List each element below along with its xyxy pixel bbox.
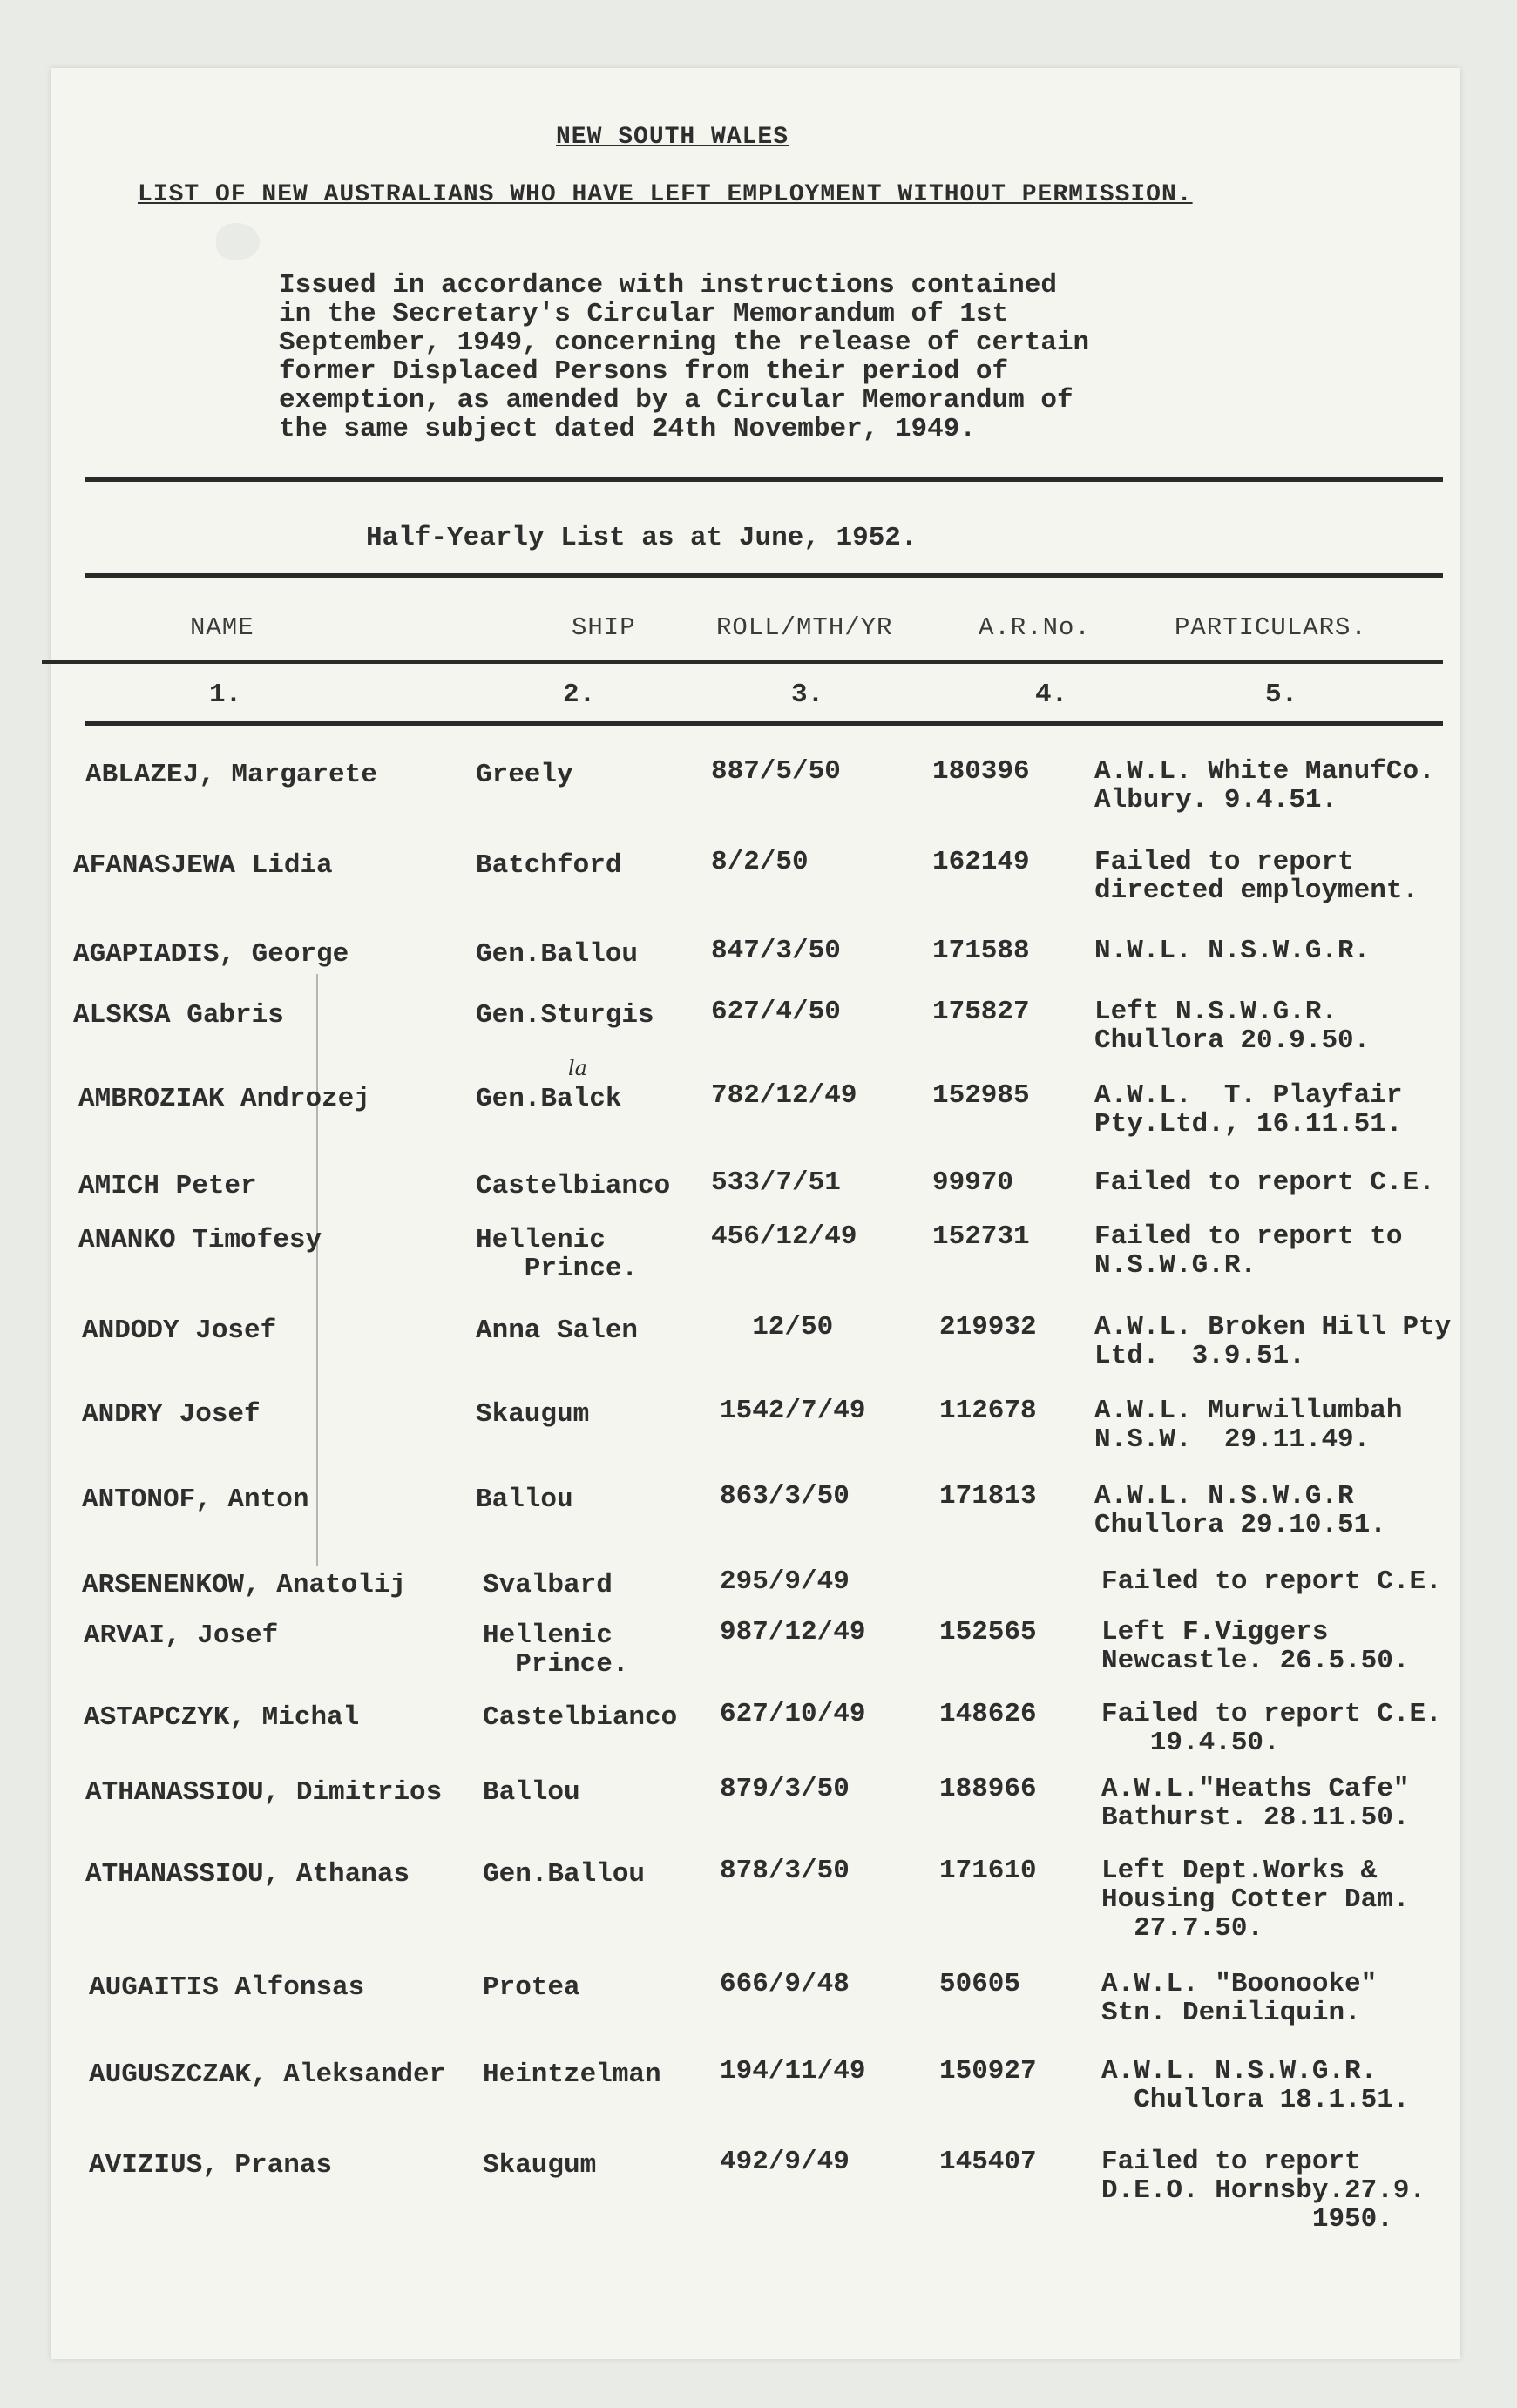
col-header-roll: ROLL/MTH/YR bbox=[716, 613, 893, 642]
state-heading: NEW SOUTH WALES bbox=[556, 124, 789, 151]
cell-ar-number: 171813 bbox=[939, 1481, 1037, 1512]
cell-name: AGAPIADIS, George bbox=[73, 939, 349, 970]
cell-particulars: A.W.L."Heaths Cafe" bbox=[1101, 1774, 1410, 1804]
cell-particulars: D.E.O. Hornsby.27.9. bbox=[1101, 2175, 1426, 2206]
cell-ar-number: 188966 bbox=[939, 1774, 1037, 1804]
cell-ship: Hellenic bbox=[476, 1225, 606, 1255]
cell-roll: 194/11/49 bbox=[720, 2056, 866, 2087]
cell-ship: Gen.Ballou bbox=[483, 1859, 646, 1890]
cell-ship: Ballou bbox=[476, 1485, 573, 1515]
cell-ar-number: 152565 bbox=[939, 1617, 1037, 1647]
cell-ship: Castelbianco bbox=[483, 1702, 678, 1733]
cell-ar-number: 148626 bbox=[939, 1699, 1037, 1729]
cell-ship: Skaugum bbox=[476, 1399, 590, 1430]
cell-particulars: A.W.L. T. Playfair bbox=[1094, 1080, 1403, 1111]
cell-particulars: Chullora 29.10.51. bbox=[1094, 1510, 1386, 1540]
cell-particulars: N.S.W. 29.11.49. bbox=[1094, 1424, 1371, 1455]
cell-roll: 12/50 bbox=[720, 1312, 834, 1343]
cell-name: ABLAZEJ, Margarete bbox=[85, 760, 377, 790]
cell-particulars: A.W.L. N.S.W.G.R. bbox=[1101, 2056, 1378, 2087]
cell-particulars: A.W.L. White ManufCo. bbox=[1094, 756, 1435, 787]
cell-ar-number: 152985 bbox=[932, 1080, 1030, 1111]
cell-ship: Protea bbox=[483, 1972, 580, 2003]
cell-particulars: N.W.L. N.S.W.G.R. bbox=[1094, 936, 1371, 966]
cell-name: AFANASJEWA Lidia bbox=[73, 850, 333, 881]
cell-particulars: 19.4.50. bbox=[1101, 1728, 1280, 1758]
cell-ar-number: 50605 bbox=[939, 1969, 1021, 1999]
col-header-name: NAME bbox=[190, 613, 254, 642]
cell-ship: Gen.Sturgis bbox=[476, 1000, 654, 1031]
cell-particulars: Failed to report bbox=[1101, 2147, 1361, 2177]
punch-hole bbox=[216, 223, 260, 260]
divider bbox=[85, 573, 1443, 578]
cell-name: ATHANASSIOU, Dimitrios bbox=[85, 1777, 443, 1808]
cell-name: ARSENENKOW, Anatolij bbox=[82, 1570, 407, 1600]
cell-particulars: Left N.S.W.G.R. bbox=[1094, 997, 1338, 1027]
cell-name: AUGAITIS Alfonsas bbox=[89, 1972, 365, 2003]
col-number: 4. bbox=[1035, 680, 1068, 710]
cell-ship: Gen.Ballou bbox=[476, 939, 639, 970]
cell-name: AUGUSZCZAK, Aleksander bbox=[89, 2060, 446, 2090]
cell-roll: 878/3/50 bbox=[720, 1856, 850, 1886]
cell-ship: Skaugum bbox=[483, 2150, 597, 2181]
cell-ship: Batchford bbox=[476, 850, 622, 881]
cell-particulars: Ltd. 3.9.51. bbox=[1094, 1341, 1305, 1371]
cell-ar-number: 112678 bbox=[939, 1396, 1037, 1426]
cell-ship: Prince. bbox=[483, 1649, 629, 1680]
cell-particulars: Stn. Deniliquin. bbox=[1101, 1998, 1361, 2028]
cell-ship: Hellenic bbox=[483, 1620, 613, 1651]
cell-particulars: A.W.L. "Boonooke" bbox=[1101, 1969, 1378, 1999]
cell-ar-number: 145407 bbox=[939, 2147, 1037, 2177]
divider bbox=[85, 477, 1443, 482]
divider bbox=[85, 721, 1443, 726]
cell-particulars: A.W.L. Broken Hill Pty bbox=[1094, 1312, 1452, 1343]
cell-roll: 863/3/50 bbox=[720, 1481, 850, 1512]
cell-ar-number: 219932 bbox=[939, 1312, 1037, 1343]
intro-line: the same subject dated 24th November, 1949. bbox=[279, 414, 976, 444]
cell-ar-number: 171610 bbox=[939, 1856, 1037, 1886]
cell-roll: 492/9/49 bbox=[720, 2147, 850, 2177]
cell-ar-number: 162149 bbox=[932, 847, 1030, 877]
intro-line: Issued in accordance with instructions contained bbox=[279, 270, 1057, 301]
cell-ar-number: 171588 bbox=[932, 936, 1030, 966]
intro-line: in the Secretary's Circular Memorandum of 1st bbox=[279, 299, 1009, 329]
cell-particulars: Failed to report C.E. bbox=[1094, 1167, 1435, 1198]
document-page bbox=[51, 68, 1460, 2359]
handwritten-annotation: la bbox=[568, 1056, 587, 1080]
cell-ship: Gen.Balck bbox=[476, 1084, 622, 1114]
cell-particulars: Albury. 9.4.51. bbox=[1094, 785, 1338, 815]
cell-name: ARVAI, Josef bbox=[84, 1620, 279, 1651]
cell-roll: 887/5/50 bbox=[711, 756, 841, 787]
cell-name: ALSKSA Gabris bbox=[73, 1000, 284, 1031]
cell-roll: 1542/7/49 bbox=[720, 1396, 866, 1426]
cell-particulars: A.W.L. N.S.W.G.R bbox=[1094, 1481, 1354, 1512]
cell-particulars: A.W.L. Murwillumbah bbox=[1094, 1396, 1403, 1426]
cell-particulars: N.S.W.G.R. bbox=[1094, 1250, 1257, 1281]
cell-particulars: 27.7.50. bbox=[1101, 1913, 1264, 1944]
cell-name: ASTAPCZYK, Michal bbox=[84, 1702, 360, 1733]
cell-ship: Castelbianco bbox=[476, 1171, 671, 1201]
cell-particulars: Left F.Viggers bbox=[1101, 1617, 1329, 1647]
cell-roll: 879/3/50 bbox=[720, 1774, 850, 1804]
cell-roll: 295/9/49 bbox=[720, 1566, 850, 1597]
col-number: 2. bbox=[563, 680, 596, 710]
col-number: 3. bbox=[791, 680, 824, 710]
cell-particulars: Pty.Ltd., 16.11.51. bbox=[1094, 1109, 1403, 1140]
col-header-particulars: PARTICULARS. bbox=[1175, 613, 1367, 642]
cell-ship: Ballou bbox=[483, 1777, 580, 1808]
cell-roll: 666/9/48 bbox=[720, 1969, 850, 1999]
cell-ar-number: 150927 bbox=[939, 2056, 1037, 2087]
cell-name: ANTONOF, Anton bbox=[82, 1485, 309, 1515]
col-header-ship: SHIP bbox=[572, 613, 636, 642]
cell-roll: 456/12/49 bbox=[711, 1221, 857, 1252]
cell-particulars: Housing Cotter Dam. bbox=[1101, 1884, 1410, 1915]
cell-particulars: 1950. bbox=[1101, 2204, 1393, 2235]
pencil-margin-line bbox=[316, 974, 318, 1566]
cell-particulars: Chullora 18.1.51. bbox=[1101, 2085, 1410, 2115]
cell-name: AMICH Peter bbox=[78, 1171, 257, 1201]
cell-name: ANANKO Timofesy bbox=[78, 1225, 322, 1255]
cell-ship: Heintzelman bbox=[483, 2060, 661, 2090]
divider bbox=[42, 660, 1443, 664]
intro-line: former Displaced Persons from their period of bbox=[279, 356, 1009, 387]
cell-roll: 987/12/49 bbox=[720, 1617, 866, 1647]
cell-particulars: Chullora 20.9.50. bbox=[1094, 1025, 1371, 1056]
intro-line: September, 1949, concerning the release of certain bbox=[279, 328, 1090, 358]
cell-particulars: Failed to report C.E. bbox=[1101, 1566, 1442, 1597]
document-title: LIST OF NEW AUSTRALIANS WHO HAVE LEFT EMPLOYMENT WITHOUT PERMISSION. bbox=[138, 181, 1193, 208]
cell-ar-number: 175827 bbox=[932, 997, 1030, 1027]
cell-ar-number: 180396 bbox=[932, 756, 1030, 787]
cell-roll: 8/2/50 bbox=[711, 847, 809, 877]
cell-name: ATHANASSIOU, Athanas bbox=[85, 1859, 410, 1890]
col-number: 5. bbox=[1265, 680, 1298, 710]
cell-name: AVIZIUS, Pranas bbox=[89, 2150, 333, 2181]
cell-ship: Anna Salen bbox=[476, 1316, 639, 1346]
intro-line: exemption, as amended by a Circular Memorandum of bbox=[279, 385, 1073, 416]
cell-ship: Svalbard bbox=[483, 1570, 613, 1600]
cell-name: ANDODY Josef bbox=[82, 1316, 277, 1346]
cell-particulars: Failed to report C.E. bbox=[1101, 1699, 1442, 1729]
cell-roll: 627/10/49 bbox=[720, 1699, 866, 1729]
cell-roll: 533/7/51 bbox=[711, 1167, 841, 1198]
col-header-ar: A.R.No. bbox=[979, 613, 1091, 642]
cell-particulars: directed employment. bbox=[1094, 876, 1419, 906]
cell-name: ANDRY Josef bbox=[82, 1399, 261, 1430]
cell-ship: Prince. bbox=[476, 1254, 639, 1284]
cell-particulars: Failed to report bbox=[1094, 847, 1354, 877]
cell-ar-number: 152731 bbox=[932, 1221, 1030, 1252]
cell-particulars: Left Dept.Works & bbox=[1101, 1856, 1378, 1886]
cell-ar-number: 99970 bbox=[932, 1167, 1014, 1198]
cell-particulars: Failed to report to bbox=[1094, 1221, 1403, 1252]
col-number: 1. bbox=[209, 680, 242, 710]
cell-roll: 782/12/49 bbox=[711, 1080, 857, 1111]
cell-particulars: Bathurst. 28.11.50. bbox=[1101, 1803, 1410, 1833]
list-date: Half-Yearly List as at June, 1952. bbox=[366, 523, 918, 553]
cell-roll: 847/3/50 bbox=[711, 936, 841, 966]
cell-ship: Greely bbox=[476, 760, 573, 790]
cell-name: AMBROZIAK Androzej bbox=[78, 1084, 370, 1114]
cell-particulars: Newcastle. 26.5.50. bbox=[1101, 1646, 1410, 1676]
cell-roll: 627/4/50 bbox=[711, 997, 841, 1027]
